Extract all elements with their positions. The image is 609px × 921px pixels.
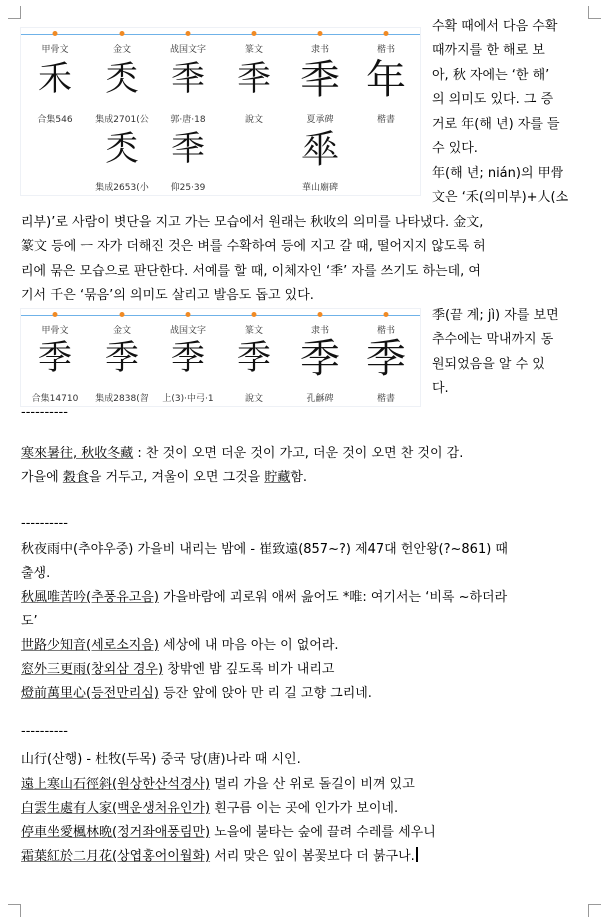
poem-title-line: 출생. (21, 566, 51, 581)
text-run: 가을에 (21, 470, 63, 485)
column-header: 甲骨文 (41, 45, 69, 55)
column-header: 篆文 (244, 326, 264, 336)
hanja-word: 貯藏 (264, 470, 291, 485)
verse-hanja: 燈前萬里心(등전만리심) (21, 686, 159, 701)
glyph-caption: 華山廟碑 (301, 183, 339, 193)
verse-translation: 세상에 내 마음 아는 이 없어라. (158, 638, 339, 653)
table-tick (186, 312, 191, 317)
paragraph-line: 文은 ‘禾(의미부)+人(소 (432, 190, 569, 205)
table-tick (53, 31, 58, 36)
ancient-glyph: 年 (366, 57, 406, 103)
ancient-glyph: 𠦬 (300, 127, 340, 173)
glyph-caption: 夏承碑 (306, 115, 334, 125)
poem-verse: 도’ (21, 614, 38, 629)
poem-verse (21, 588, 507, 608)
poem-verse (21, 684, 372, 704)
ancient-glyph: 季 (171, 338, 205, 378)
verse-hanja: 停車坐愛楓林晩(정거좌애풍림만) (21, 825, 211, 840)
paragraph-line: 기서 千은 ‘묶음’의 의미도 살리고 발음도 돕고 있다. (21, 288, 314, 303)
column-header: 甲骨文 (41, 326, 69, 336)
ancient-glyph: 季 (366, 336, 406, 382)
poem-title-line: 山行(산행) - 杜牧(두목) 중국 당(唐)나라 때 시인. (21, 752, 301, 767)
table-tick (120, 31, 125, 36)
glyph-caption: 孔龢碑 (306, 394, 334, 404)
paragraph-line: 의 의미도 있다. 그 증 (432, 92, 554, 107)
page-corner-mark (8, 6, 21, 19)
ancient-glyph: 季 (38, 338, 72, 378)
column-header: 篆文 (244, 45, 264, 55)
hanja-word: 穀食 (62, 470, 89, 485)
glyph-caption: 仰25·39 (170, 183, 206, 193)
poem-verse (21, 775, 415, 795)
idiom-hanja: 寒來暑往, 秋收冬藏 (21, 446, 134, 461)
verse-hanja: 遠上寒山石徑斜(원상한산석경사) (21, 777, 211, 792)
column-header: 战国文字 (169, 326, 207, 336)
table-tick (53, 312, 58, 317)
section-divider: ---------- (21, 516, 68, 531)
text-run: 을 거두고, 겨울이 오면 그것을 (88, 470, 265, 485)
ancient-glyph: 季 (105, 338, 139, 378)
section-divider: ---------- (21, 724, 68, 739)
glyph-caption: 上(3)·中弓·1 (162, 394, 214, 404)
glyph-caption: 集成2653(小 (95, 183, 149, 193)
ancient-glyph: 秊 (300, 57, 340, 103)
verse-translation: 등잔 앞에 앉아 만 리 길 고향 그리네. (158, 686, 372, 701)
ancient-glyph: 秂 (105, 59, 139, 99)
paragraph-line: 年(해 년; nián)의 甲骨 (432, 166, 564, 181)
paragraph-line: 리부)’로 사람이 볏단을 지고 가는 모습에서 원래는 秋收의 의미를 나타냈다. 金文, (21, 215, 484, 230)
verse-hanja: 秋風唯苦吟(추풍유고음) (21, 590, 159, 605)
paragraph-line: 리에 묶은 모습으로 판단한다. 서예를 할 때, 이체자인 ‘秊’ 자를 쓰기도 하는데, 여 (21, 264, 481, 279)
page-corner-mark (8, 904, 21, 917)
section-divider: ---------- (21, 405, 68, 420)
table-top-rule (21, 34, 420, 35)
verse-translation: 가을바람에 괴로워 애써 읊어도 *唯: 여기서는 ‘비록 ~하더라 (158, 590, 508, 605)
ancient-glyph: 秂 (105, 129, 139, 169)
poem-title-line: 秋夜雨中(추야우중) 가을비 내리는 밤에 - 崔致遠(857~?) 제47대 헌안왕(?~861) 때 (21, 542, 508, 557)
ancient-glyph: 季 (237, 338, 271, 378)
verse-translation: 멀리 가을 산 위로 돌길이 비껴 있고 (210, 777, 415, 792)
verse-hanja: 窓外三更雨(창외삼 경우) (21, 662, 164, 677)
column-header: 金文 (112, 326, 132, 336)
table-tick (252, 31, 257, 36)
glyph-caption: 說文 (244, 115, 264, 125)
idiom-line (21, 444, 463, 464)
verse-hanja: 世路少知音(세로소지음) (21, 638, 159, 653)
poem-verse (21, 823, 436, 843)
paragraph-line: 수 있다. (432, 141, 478, 156)
column-header: 楷书 (376, 326, 396, 336)
verse-hanja: 霜葉紅於二月花(상엽홍어이월화) (21, 849, 211, 864)
verse-translation: 흰구름 이는 곳에 인가가 보이네. (210, 801, 399, 816)
idiom-meaning: : 찬 것이 오면 더운 것이 가고, 더운 것이 오면 찬 것이 감. (133, 446, 464, 461)
verse-translation: 노을에 불타는 숲에 끌려 수레를 세우니 (210, 825, 436, 840)
ancient-glyph: 季 (300, 336, 340, 382)
verse-hanja: 白雲生處有人家(백운생처유인가) (21, 801, 211, 816)
table-tick (252, 312, 257, 317)
paragraph-line: 篆文 등에 ㅡ 자가 더해진 것은 벼를 수확하여 등에 지고 갈 때, 떨어지지 않도록 허 (21, 239, 486, 254)
table-tick (318, 31, 323, 36)
table-tick (384, 31, 389, 36)
ancient-glyph: 秊 (237, 59, 271, 99)
poem-verse (21, 660, 334, 680)
glyph-caption: 楷書 (376, 115, 396, 125)
glyph-caption: 集成2838(曶 (95, 394, 149, 404)
poem-verse (21, 799, 398, 819)
column-header: 楷书 (376, 45, 396, 55)
verse-translation: 서리 맞은 잎이 봄꽃보다 더 붉구나. (210, 849, 415, 864)
table-top-rule (21, 315, 420, 316)
paragraph-line: 때까지를 한 해로 보 (432, 43, 545, 58)
column-header: 隶书 (310, 326, 330, 336)
verse-translation: 창밖엔 밤 깊도록 비가 내리고 (163, 662, 335, 677)
table-tick (384, 312, 389, 317)
paragraph-line: 수확 때에서 다음 수확 (432, 19, 558, 34)
text-cursor[interactable] (416, 847, 418, 862)
table-tick (186, 31, 191, 36)
ancient-glyph: 禾 (38, 59, 72, 99)
glyph-caption: 合集14710 (31, 394, 79, 404)
paragraph-line: 다. (432, 381, 449, 396)
paragraph-line: 거로 年(해 년) 자를 들 (432, 117, 560, 132)
idiom-explanation (21, 468, 307, 488)
poem-verse (21, 636, 339, 656)
paragraph-line: 季(끝 계; jì) 자를 보면 (432, 308, 559, 323)
poem-verse (21, 847, 418, 867)
paragraph-line: 원되었음을 알 수 있 (432, 357, 545, 372)
column-header: 隶书 (310, 45, 330, 55)
glyph-caption: 說文 (244, 394, 264, 404)
glyph-caption: 集成2701(公 (95, 115, 149, 125)
glyph-caption: 郭·唐·18 (170, 115, 206, 125)
glyph-caption: 楷書 (376, 394, 396, 404)
page-corner-mark (588, 904, 601, 917)
script-evolution-table-nian (21, 28, 420, 195)
text-run: 함. (290, 470, 308, 485)
column-header: 金文 (112, 45, 132, 55)
glyph-caption: 合集546 (37, 115, 73, 125)
script-evolution-table-ji (21, 309, 420, 406)
table-tick (318, 312, 323, 317)
page-corner-mark (588, 6, 601, 19)
paragraph-line: 아, 秋 자에는 ‘한 해’ (432, 68, 550, 83)
column-header: 战国文字 (169, 45, 207, 55)
ancient-glyph: 秊 (171, 129, 205, 169)
ancient-glyph: 秊 (171, 59, 205, 99)
paragraph-line: 추수에는 막내까지 동 (432, 332, 554, 347)
table-tick (120, 312, 125, 317)
